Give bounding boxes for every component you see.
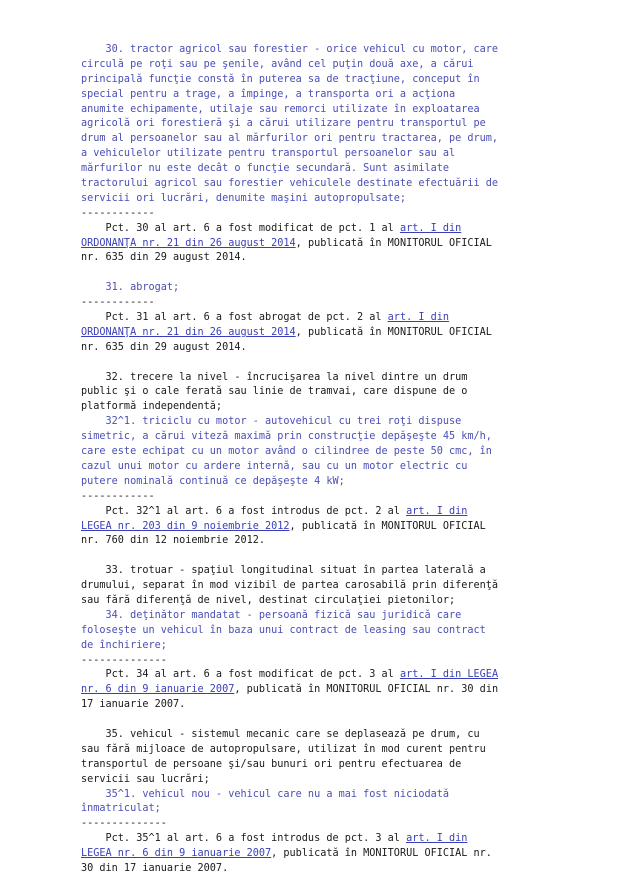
amendment-note-line xyxy=(81,862,561,877)
note-text: , publicată în MONITORUL OFICIAL nr. 30 din xyxy=(234,684,499,696)
amendment-note-line xyxy=(81,341,561,356)
blank-line xyxy=(81,713,561,728)
note-text: nr. 635 din 29 august 2014. xyxy=(81,252,247,264)
text-line: 34. deţinător mandatat - persoană fizică sau juridică care xyxy=(81,609,462,621)
amendment-note-line xyxy=(81,251,561,266)
blank-line xyxy=(81,549,561,564)
text-line: drumului, separat în mod vizibil de partea carosabilă prin diferenţă xyxy=(81,580,499,592)
note-text: Pct. 30 al art. 6 a fost modificat de pct. 1 al xyxy=(81,222,400,234)
note-text: , publicată în MONITORUL OFICIAL xyxy=(295,326,492,338)
note-text: Pct. 35^1 al art. 6 a fost introdus de pct. 3 al xyxy=(81,833,407,845)
note-text: nr. 760 din 12 noiembrie 2012. xyxy=(81,535,266,547)
text-line: anumite echipamente, utilaje sau remorci utilizate în exploatarea xyxy=(81,103,480,115)
separator-line: ------------ xyxy=(81,490,155,502)
note-text: 17 ianuarie 2007. xyxy=(81,699,186,711)
text-line: agricolă ori forestieră şi a cărui utilizare pentru transportul pe xyxy=(81,118,486,130)
note-text: Pct. 32^1 al art. 6 a fost introdus de pct. 2 al xyxy=(81,505,407,517)
note-text: , publicată în MONITORUL OFICIAL xyxy=(295,237,492,249)
law-reference-link[interactable]: art. I din xyxy=(399,222,462,234)
law-reference-link[interactable]: LEGEA nr. 203 din 9 noiembrie 2012 xyxy=(81,520,290,532)
amendment-note-line xyxy=(81,668,561,683)
law-reference-link[interactable]: art. I din xyxy=(406,833,468,845)
text-line: circulă pe roţi sau pe şenile, având cel puţin două axe, a cărui xyxy=(81,58,474,70)
text-line: de închiriere; xyxy=(81,639,167,651)
amendment-note-line xyxy=(81,311,561,326)
amendment-note-line xyxy=(81,534,561,549)
separator-line: ------------ xyxy=(81,297,155,309)
law-reference-link[interactable]: ORDONANŢA nr. 21 din 26 august 2014 xyxy=(81,237,296,249)
note-text: Pct. 31 al art. 6 a fost abrogat de pct. 2 al xyxy=(81,312,388,324)
amendment-note-line xyxy=(81,683,561,698)
text-line: 30. tractor agricol sau forestier - orice vehicul cu motor, care xyxy=(81,44,499,55)
separator-line: -------------- xyxy=(81,818,167,830)
amendment-note-line xyxy=(81,326,561,341)
text-line: transportul de persoane şi/sau bunuri ori pentru efectuarea de xyxy=(81,758,462,770)
text-line: tractorului agricol sau forestier vehiculele destinate efectuării de xyxy=(81,178,499,190)
text-line: 35^1. vehicul nou - vehicul care nu a mai fost niciodată xyxy=(81,788,450,800)
amendment-note-line xyxy=(81,222,561,237)
law-reference-link[interactable]: nr. 6 din 9 ianuarie 2007 xyxy=(81,684,235,696)
note-text: Pct. 34 al art. 6 a fost modificat de pct. 3 al xyxy=(81,669,400,681)
law-reference-link[interactable]: LEGEA nr. 6 din 9 ianuarie 2007 xyxy=(81,848,272,860)
text-line: special pentru a trage, a împinge, a transporta ori a acţiona xyxy=(81,88,456,100)
text-line: cazul unui motor cu ardere internă, sau cu un motor electric cu xyxy=(81,460,468,472)
note-text: nr. 635 din 29 august 2014. xyxy=(81,341,247,353)
text-line: 31. abrogat; xyxy=(81,282,180,294)
separator-line: -------------- xyxy=(81,654,167,666)
text-line: 32^1. triciclu cu motor - autovehicul cu trei roţi dispuse xyxy=(81,416,462,428)
text-line: care este echipat cu un motor având o cilindree de peste 50 cmc, în xyxy=(81,446,492,458)
text-line: servicii ori lucrări, denumite maşini autopropulsate; xyxy=(81,192,407,204)
law-reference-link[interactable]: ORDONANŢA nr. 21 din 26 august 2014 xyxy=(81,326,296,338)
separator-line: ------------ xyxy=(81,207,155,219)
blank-line xyxy=(81,266,561,281)
text-line: înmatriculat; xyxy=(81,803,161,815)
note-text: , publicată în MONITORUL OFICIAL xyxy=(289,520,486,532)
text-line: platformă independentă; xyxy=(81,401,223,413)
text-line: a vehiculelor utilizate pentru transportul persoanelor sau al xyxy=(81,148,456,160)
document-page xyxy=(81,43,561,877)
text-line: principală funcţie constă în puterea sa de tracţiune, conceput în xyxy=(81,73,480,85)
text-line: putere nominală continuă ce depăşeşte 4 kW; xyxy=(81,475,345,487)
text-line: 32. trecere la nivel - încrucişarea la nivel dintre un drum xyxy=(81,371,468,383)
text-line: sau fără diferenţă de nivel, destinat circulaţiei pietonilor; xyxy=(81,594,456,606)
text-line: mărfurilor nu este decât o funcţie secundară. Sunt asimilate xyxy=(81,163,450,175)
amendment-note-line xyxy=(81,505,561,520)
text-line: drum al persoanelor sau al mărfurilor ori pentru tractarea, pe drum, xyxy=(81,133,499,145)
text-line: 35. vehicul - sistemul mecanic care se deplasează pe drum, cu xyxy=(81,728,480,740)
law-reference-link[interactable]: art. I din xyxy=(387,312,450,324)
text-line: servicii sau lucrări; xyxy=(81,773,210,785)
law-reference-link[interactable]: art. I din xyxy=(406,505,468,517)
text-line: public şi o cale ferată sau linie de tramvai, care dispune de o xyxy=(81,386,468,398)
amendment-note-line xyxy=(81,832,561,847)
note-text: 30 din 17 ianuarie 2007. xyxy=(81,862,229,874)
law-reference-link[interactable]: art. I din LEGEA xyxy=(399,669,499,681)
note-text: , publicată în MONITORUL OFICIAL nr. xyxy=(271,848,492,860)
amendment-note-line xyxy=(81,237,561,252)
text-line: simetric, a cărui viteză maximă prin construcţie depăşeşte 45 km/h, xyxy=(81,431,492,443)
text-line: foloseşte un vehicul în baza unui contract de leasing sau contract xyxy=(81,624,486,636)
text-line: sau fără mijloace de autopropulsare, utilizat în mod curent pentru xyxy=(81,743,486,755)
amendment-note-line xyxy=(81,847,561,862)
amendment-note-line xyxy=(81,698,561,713)
amendment-note-line xyxy=(81,520,561,535)
blank-line xyxy=(81,356,561,371)
text-line: 33. trotuar - spaţiul longitudinal situat în partea laterală a xyxy=(81,565,486,577)
